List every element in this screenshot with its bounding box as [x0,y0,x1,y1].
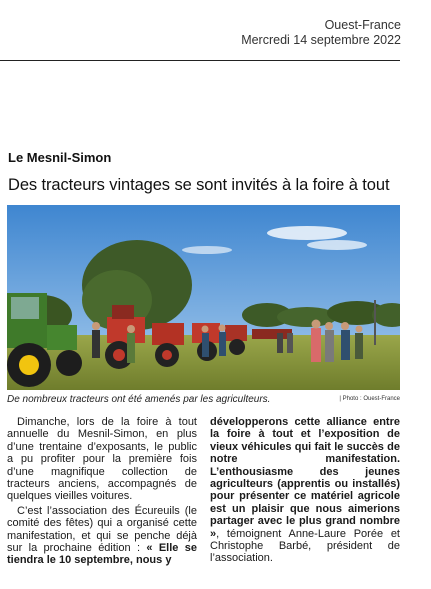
article-locality: Le Mesnil-Simon [8,150,112,165]
article-paragraph: Dimanche, lors de la foire à tout annuelle du Mesnil-Simon, en plus d’une trentaine d’exposants, le public a pu profiter pour la première fois d’une magnifique collection de tracteurs anciens, accompagnés de quelques vieilles voitures. [7,416,197,503]
quote-text: développerons cette alliance entre la foire à tout et l’exposition de vieux véhicules qui fait le succès de notre manifestation. L’enthousiasme des jeunes agriculteurs (apprentis ou installés) pour présenter ce matériel agricole est un plaisir que nous aimerions partager avec le plus grand nombre » [210,416,400,540]
paragraph-text: , témoignent Anne-Laure Porée et Christophe Barbé, président de l’association. [210,527,400,565]
photo-caption: De nombreux tracteurs ont été amenés par les agriculteurs. [7,394,271,405]
article-paragraph [210,416,400,565]
photo-credit: | Photo : Ouest-France [339,396,400,402]
header-rule [0,60,400,61]
paragraph-text: C’est l’association des Écureuils (le comité des fêtes) qui a organisé cette manifestation, et qui se penche déjà sur la prochaine édition : [7,504,197,555]
masthead [241,18,401,48]
tractor-fair-photo [7,205,400,390]
article-headline: Des tracteurs vintages se sont invités à la foire à tout [8,176,390,194]
article-paragraph [7,505,197,567]
quote-text: « Elle se tiendra le 10 septembre, nous y [7,542,197,567]
publication-date: Mercredi 14 septembre 2022 [241,33,401,47]
article-column-2 [210,416,400,565]
publication-name: Ouest-France [324,18,401,32]
article-photo [7,205,400,390]
article-column-1 [7,416,197,567]
